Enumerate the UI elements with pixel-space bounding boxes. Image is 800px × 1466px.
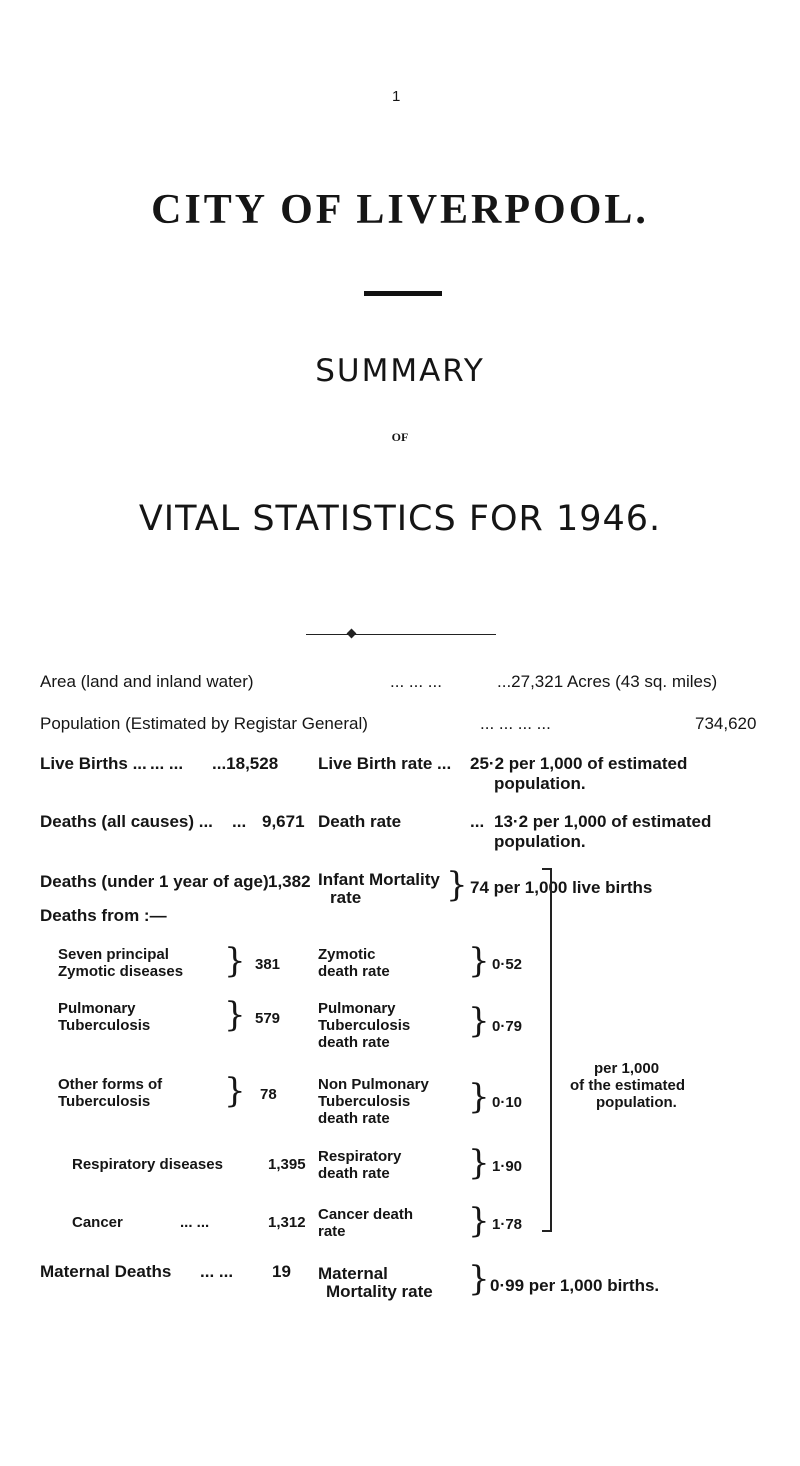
rate-label-line2: Tuberculosis <box>318 1093 411 1110</box>
maternal-deaths-dots: ... ... <box>200 1262 234 1281</box>
brace-icon: } <box>468 941 490 981</box>
title-rule <box>364 291 442 296</box>
rate-value: 0·79 <box>492 1018 523 1035</box>
cause-label: Seven principal <box>58 946 169 963</box>
rate-label-line2: death rate <box>318 1165 390 1182</box>
death-rate-value: 13·2 per 1,000 of estimated <box>494 812 712 831</box>
cause-value: 78 <box>260 1086 277 1103</box>
group-note-line2: of the estimated <box>570 1077 686 1094</box>
cause-label-line2: Tuberculosis <box>58 1093 151 1110</box>
rate-value: 1·78 <box>492 1216 523 1233</box>
area-value: ...27,321 Acres (43 sq. miles) <box>497 672 718 691</box>
group-note-line3: population. <box>596 1094 677 1111</box>
brace-icon: } <box>468 1143 490 1183</box>
rate-label-line2: rate <box>318 1223 346 1240</box>
summary-title: SUMMARY <box>315 353 485 389</box>
group-bracket <box>542 868 552 1232</box>
brace-icon: } <box>224 1071 246 1111</box>
ornament-diamond-icon <box>347 629 357 639</box>
rate-label: Non Pulmonary <box>318 1076 429 1093</box>
live-births-value: ...18,528 <box>212 754 279 773</box>
brace-icon: } <box>224 941 246 981</box>
maternal-brace-icon: } <box>468 1259 490 1299</box>
population-label: Population (Estimated by Registar General) <box>40 714 368 733</box>
cause-value: 1,395 <box>268 1156 306 1173</box>
death-rate-value-line2: population. <box>494 832 586 851</box>
rate-label: Respiratory <box>318 1148 402 1165</box>
death-rate-label: Death rate <box>318 812 402 831</box>
of-label: OF <box>391 430 409 444</box>
cause-value: 1,312 <box>268 1214 306 1231</box>
rate-label: Cancer death <box>318 1206 414 1223</box>
vital-statistics-title: VITAL STATISTICS FOR 1946. <box>138 499 662 539</box>
cause-label-line2: Zymotic diseases <box>58 963 184 980</box>
rate-label-line2: Tuberculosis <box>318 1017 411 1034</box>
infant-brace-icon: } <box>446 865 468 905</box>
cause-dots: ... ... <box>180 1214 210 1231</box>
rate-label-line3: death rate <box>318 1110 390 1127</box>
deaths-from-label: Deaths from :— <box>40 906 167 925</box>
ornament-rule <box>306 634 496 635</box>
brace-icon: } <box>224 995 246 1035</box>
live-birth-rate-label: Live Birth rate ... <box>318 754 452 773</box>
rate-label-line3: death rate <box>318 1034 390 1051</box>
city-title: CITY OF LIVERPOOL. <box>151 187 649 233</box>
live-births-label: Live Births ... <box>40 754 147 773</box>
rate-label: Pulmonary <box>318 1000 396 1017</box>
live-birth-rate-value: 25·2 per 1,000 of estimated <box>470 754 688 773</box>
maternal-rate-label: Maternal <box>318 1264 388 1283</box>
live-births-dots: ... ... <box>150 754 184 773</box>
cause-label: Other forms of <box>58 1076 163 1093</box>
infant-mortality-label: Infant Mortality <box>318 870 440 889</box>
cause-label: Cancer <box>72 1214 123 1231</box>
brace-icon: } <box>468 1201 490 1241</box>
cause-value: 579 <box>255 1010 281 1027</box>
cause-label: Respiratory diseases <box>72 1156 223 1173</box>
brace-icon: } <box>468 1077 490 1117</box>
page-number: 1 <box>392 88 401 105</box>
maternal-deaths-value: 19 <box>272 1262 291 1281</box>
infant-mortality-value: 74 per 1,000 live births <box>470 878 653 897</box>
rate-value: 0·52 <box>492 956 523 973</box>
death-rate-dots: ... <box>470 812 485 831</box>
maternal-rate-label-line2: Mortality rate <box>326 1282 433 1301</box>
deaths-all-value: 9,671 <box>262 812 305 831</box>
rate-value: 1·90 <box>492 1158 523 1175</box>
deaths-infant-value: 1,382 <box>268 872 311 891</box>
cause-value: 381 <box>255 956 281 973</box>
population-value: 734,620 <box>695 714 757 733</box>
area-dots: ... ... ... <box>390 672 442 691</box>
deaths-all-label: Deaths (all causes) ... <box>40 812 213 831</box>
group-note-line1: per 1,000 <box>594 1060 660 1077</box>
deaths-infant-label: Deaths (under 1 year of age) <box>40 872 269 891</box>
deaths-all-dots: ... <box>232 812 247 831</box>
rate-value: 0·10 <box>492 1094 523 1111</box>
rate-label-line2: death rate <box>318 963 390 980</box>
rate-label: Zymotic <box>318 946 376 963</box>
cause-label: Pulmonary <box>58 1000 136 1017</box>
maternal-rate-value: 0·99 per 1,000 births. <box>490 1276 660 1295</box>
infant-mortality-label-line2: rate <box>330 888 362 907</box>
live-birth-rate-value-line2: population. <box>494 774 586 793</box>
area-label: Area (land and inland water) <box>40 672 254 691</box>
population-dots: ... ... ... ... <box>480 714 551 733</box>
brace-icon: } <box>468 1001 490 1041</box>
cause-label-line2: Tuberculosis <box>58 1017 151 1034</box>
maternal-deaths-label: Maternal Deaths <box>40 1262 172 1281</box>
